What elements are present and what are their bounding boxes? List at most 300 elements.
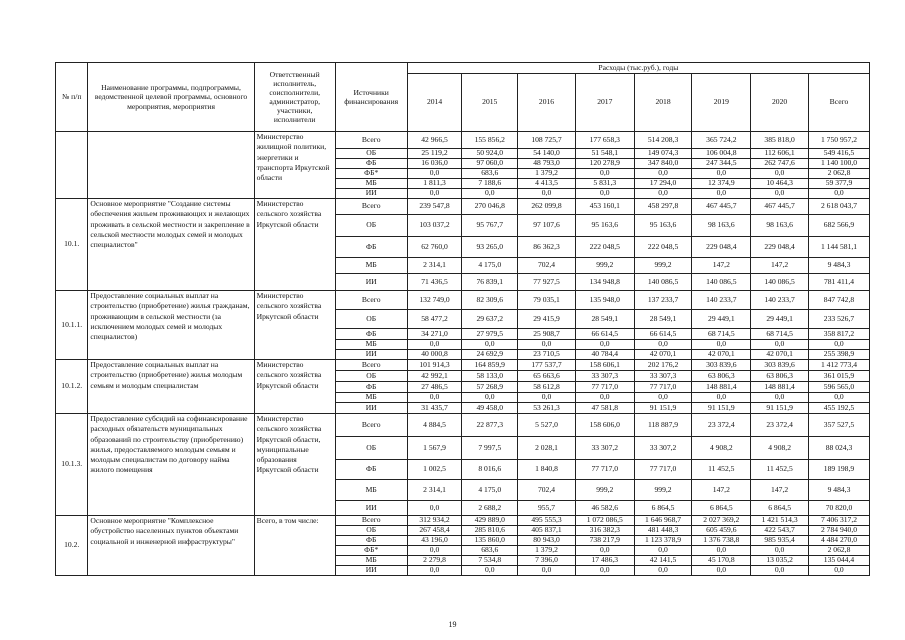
amount-cell: 0,0 [634,546,692,556]
amount-cell: 702,4 [518,258,576,274]
funding-source: ИИ [335,189,407,199]
funding-source: ФБ [335,237,407,258]
page-number: 19 [448,620,457,629]
amount-cell: 22 877,3 [462,414,518,437]
amount-cell: 77 717,0 [575,460,634,480]
executor: Министерство сельского хозяйства Иркутской области, муниципальные образования Иркутской области [254,414,335,516]
funding-source: ФБ [335,329,407,340]
funding-source: Всего [335,516,407,526]
measure-name: Предоставление субсидий на софинансирование расходных обязательств муниципальных образований по строительству (приобретению) жилья, предоставляемого молодым семьям и молодым специалистам по договору найма жилого помещения [88,414,254,516]
amount-cell: 42 992,1 [407,371,462,382]
funding-source: ФБ [335,159,407,169]
amount-cell: 1 840,8 [518,460,576,480]
amount-cell: 0,0 [751,546,809,556]
amount-cell: 95 163,6 [575,215,634,237]
amount-cell: 135 860,0 [462,536,518,546]
amount-cell: 140 086,5 [692,274,751,291]
header-year: 2019 [692,74,751,132]
amount-cell: 40 784,4 [575,350,634,360]
amount-cell: 53 261,3 [518,403,576,414]
funding-source: ФБ* [335,169,407,179]
row-number: 10.1.3. [56,414,88,516]
amount-cell: 4 884,5 [407,414,462,437]
total-cell: 549 416,5 [808,149,869,159]
budget-table [55,62,870,576]
amount-cell: 66 614,5 [634,329,692,340]
amount-cell: 0,0 [407,169,462,179]
total-cell: 1 140 100,0 [808,159,869,169]
amount-cell: 247 344,5 [692,159,751,169]
amount-cell: 4 175,0 [462,480,518,501]
amount-cell: 62 760,0 [407,237,462,258]
amount-cell: 6 864,5 [634,501,692,516]
total-cell: 59 377,9 [808,179,869,189]
amount-cell: 0,0 [634,566,692,576]
header-name: Наименование программы, подпрограммы, ведомственной целевой программы, основного мероприятия, мероприятия [88,63,254,132]
amount-cell: 347 840,0 [634,159,692,169]
header-year: 2016 [518,74,576,132]
funding-source: ОБ [335,371,407,382]
amount-cell: 63 806,3 [692,371,751,382]
amount-cell: 0,0 [634,393,692,403]
total-cell: 0,0 [808,189,869,199]
amount-cell: 5 831,3 [575,179,634,189]
amount-cell: 177 537,7 [518,360,576,371]
funding-source: МБ [335,393,407,403]
amount-cell: 202 176,2 [634,360,692,371]
amount-cell: 1 811,3 [407,179,462,189]
header-executor: Ответственный исполнитель, соисполнители, администратор, участники, исполнители [254,63,335,132]
amount-cell: 262 747,6 [751,159,809,169]
funding-source: ФБ [335,536,407,546]
amount-cell: 0,0 [575,340,634,350]
amount-cell: 303 839,6 [751,360,809,371]
amount-cell: 147,2 [692,480,751,501]
amount-cell: 262 099,8 [518,199,576,215]
amount-cell: 0,0 [518,566,576,576]
amount-cell: 2 314,1 [407,480,462,501]
row-number [56,132,88,199]
amount-cell: 164 859,9 [462,360,518,371]
amount-cell: 2 028,1 [518,437,576,460]
amount-cell: 42 070,1 [634,350,692,360]
measure-name: Основное мероприятие "Комплексное обустройство населенных пунктов объектами социальной и инженерной инфраструктуры" [88,516,254,576]
amount-cell: 31 435,7 [407,403,462,414]
amount-cell: 63 806,3 [751,371,809,382]
amount-cell: 68 714,5 [751,329,809,340]
amount-cell: 134 948,8 [575,274,634,291]
amount-cell: 4 908,2 [751,437,809,460]
amount-cell: 0,0 [462,566,518,576]
funding-source: ИИ [335,350,407,360]
amount-cell: 0,0 [518,393,576,403]
amount-cell: 27 979,5 [462,329,518,340]
amount-cell: 57 268,9 [462,382,518,393]
total-cell: 135 044,4 [808,556,869,566]
total-cell: 2 062,8 [808,546,869,556]
amount-cell: 97 107,6 [518,215,576,237]
row-number: 10.1.2. [56,360,88,414]
table-row [56,414,870,437]
total-cell: 682 566,9 [808,215,869,237]
amount-cell: 1 123 378,9 [634,536,692,546]
amount-cell: 229 048,4 [692,237,751,258]
amount-cell: 0,0 [751,566,809,576]
amount-cell: 148 881,4 [692,382,751,393]
amount-cell: 11 452,5 [751,460,809,480]
amount-cell: 42 966,5 [407,132,462,149]
amount-cell: 2 279,8 [407,556,462,566]
amount-cell: 23 710,5 [518,350,576,360]
amount-cell: 422 543,7 [751,526,809,536]
funding-source: ФБ* [335,546,407,556]
amount-cell: 77 717,0 [634,460,692,480]
amount-cell: 8 016,6 [462,460,518,480]
amount-cell: 0,0 [751,169,809,179]
amount-cell: 0,0 [692,393,751,403]
amount-cell: 2 027 369,2 [692,516,751,526]
funding-source: Всего [335,132,407,149]
amount-cell: 66 614,5 [575,329,634,340]
amount-cell: 1 567,9 [407,437,462,460]
amount-cell: 12 374,9 [692,179,751,189]
funding-source: ОБ [335,215,407,237]
amount-cell: 120 278,9 [575,159,634,169]
total-cell: 847 742,8 [808,291,869,310]
amount-cell: 177 658,3 [575,132,634,149]
amount-cell: 467 445,7 [692,199,751,215]
amount-cell: 2 688,2 [462,501,518,516]
amount-cell: 453 160,1 [575,199,634,215]
amount-cell: 17 294,0 [634,179,692,189]
amount-cell: 42 070,1 [751,350,809,360]
amount-cell: 27 486,5 [407,382,462,393]
amount-cell: 34 271,0 [407,329,462,340]
amount-cell: 97 060,0 [462,159,518,169]
amount-cell: 25 908,7 [518,329,576,340]
amount-cell: 1 379,2 [518,546,576,556]
amount-cell: 91 151,9 [634,403,692,414]
amount-cell: 106 004,8 [692,149,751,159]
funding-source: МБ [335,179,407,189]
amount-cell: 58 133,0 [462,371,518,382]
amount-cell: 0,0 [634,189,692,199]
amount-cell: 118 887,9 [634,414,692,437]
total-cell: 0,0 [808,566,869,576]
amount-cell: 999,2 [575,480,634,501]
amount-cell: 4 908,2 [692,437,751,460]
amount-cell: 98 163,6 [692,215,751,237]
amount-cell: 999,2 [634,480,692,501]
funding-source: Всего [335,291,407,310]
executor: Министерство жилищной политики, энергетики и транспорта Иркутской области [254,132,335,199]
amount-cell: 140 086,5 [751,274,809,291]
amount-cell: 0,0 [692,169,751,179]
measure-name: Предоставление социальных выплат на строительство (приобретение) жилья молодым семьям и молодым специалистам [88,360,254,414]
amount-cell: 683,6 [462,169,518,179]
funding-source: ОБ [335,310,407,329]
amount-cell: 999,2 [575,258,634,274]
amount-cell: 0,0 [575,169,634,179]
amount-cell: 158 606,1 [575,360,634,371]
amount-cell: 42 141,5 [634,556,692,566]
funding-source: Всего [335,414,407,437]
amount-cell: 0,0 [692,566,751,576]
amount-cell: 108 725,7 [518,132,576,149]
amount-cell: 135 948,0 [575,291,634,310]
amount-cell: 222 048,5 [634,237,692,258]
amount-cell: 47 581,8 [575,403,634,414]
total-cell: 255 398,9 [808,350,869,360]
table-row [56,516,870,526]
total-cell: 1 750 957,2 [808,132,869,149]
total-cell: 0,0 [808,393,869,403]
total-cell: 2 062,8 [808,169,869,179]
amount-cell: 16 036,0 [407,159,462,169]
header-year: 2017 [575,74,634,132]
total-cell: 9 484,3 [808,480,869,501]
amount-cell: 429 889,0 [462,516,518,526]
amount-cell: 270 046,8 [462,199,518,215]
funding-source: ОБ [335,149,407,159]
amount-cell: 5 527,0 [518,414,576,437]
amount-cell: 68 714,5 [692,329,751,340]
amount-cell: 33 307,2 [575,437,634,460]
amount-cell: 0,0 [575,189,634,199]
table-row [56,291,870,310]
amount-cell: 29 449,1 [692,310,751,329]
funding-source: МБ [335,556,407,566]
amount-cell: 0,0 [407,501,462,516]
funding-source: ИИ [335,403,407,414]
amount-cell: 4 413,5 [518,179,576,189]
amount-cell: 103 037,2 [407,215,462,237]
total-cell: 1 144 581,1 [808,237,869,258]
funding-source: МБ [335,340,407,350]
amount-cell: 0,0 [462,393,518,403]
amount-cell: 312 934,2 [407,516,462,526]
total-cell: 189 198,9 [808,460,869,480]
amount-cell: 147,2 [751,480,809,501]
table-row [56,199,870,215]
amount-cell: 158 606,0 [575,414,634,437]
amount-cell: 0,0 [407,546,462,556]
total-cell: 233 526,7 [808,310,869,329]
amount-cell: 0,0 [575,546,634,556]
amount-cell: 101 914,3 [407,360,462,371]
funding-source: МБ [335,258,407,274]
amount-cell: 7 534,8 [462,556,518,566]
amount-cell: 82 309,6 [462,291,518,310]
amount-cell: 77 717,0 [634,382,692,393]
amount-cell: 0,0 [518,340,576,350]
total-cell: 70 820,0 [808,501,869,516]
amount-cell: 1 646 968,7 [634,516,692,526]
amount-cell: 58 612,8 [518,382,576,393]
amount-cell: 467 445,7 [751,199,809,215]
amount-cell: 2 314,1 [407,258,462,274]
amount-cell: 33 307,3 [575,371,634,382]
funding-source: ИИ [335,274,407,291]
amount-cell: 1 421 514,3 [751,516,809,526]
total-cell: 596 565,0 [808,382,869,393]
amount-cell: 458 297,8 [634,199,692,215]
amount-cell: 149 074,3 [634,149,692,159]
amount-cell: 91 151,9 [751,403,809,414]
amount-cell: 702,4 [518,480,576,501]
amount-cell: 0,0 [407,340,462,350]
table-body [56,132,870,576]
funding-source: Всего [335,360,407,371]
amount-cell: 91 151,9 [692,403,751,414]
amount-cell: 6 864,5 [751,501,809,516]
amount-cell: 239 547,8 [407,199,462,215]
header-total: Всего [808,74,869,132]
amount-cell: 0,0 [634,340,692,350]
amount-cell: 0,0 [462,189,518,199]
amount-cell: 24 692,9 [462,350,518,360]
funding-source: ИИ [335,566,407,576]
amount-cell: 7 396,0 [518,556,576,566]
amount-cell: 481 448,3 [634,526,692,536]
amount-cell: 999,2 [634,258,692,274]
header-year: 2020 [751,74,809,132]
executor: Министерство сельского хозяйства Иркутской области [254,360,335,414]
amount-cell: 77 717,0 [575,382,634,393]
amount-cell: 10 464,3 [751,179,809,189]
table-row [56,132,870,149]
amount-cell: 0,0 [407,566,462,576]
amount-cell: 71 436,5 [407,274,462,291]
amount-cell: 495 555,3 [518,516,576,526]
amount-cell: 738 217,9 [575,536,634,546]
amount-cell: 49 458,0 [462,403,518,414]
amount-cell: 514 208,3 [634,132,692,149]
funding-source: МБ [335,480,407,501]
total-cell: 4 484 270,0 [808,536,869,546]
measure-name: Предоставление социальных выплат на строительство (приобретение) жилья гражданам, проживающим в сельской местности (за исключением молодых семей и молодых специалистов) [88,291,254,360]
amount-cell: 42 070,1 [692,350,751,360]
amount-cell: 98 163,6 [751,215,809,237]
amount-cell: 0,0 [462,340,518,350]
amount-cell: 955,7 [518,501,576,516]
amount-cell: 29 637,2 [462,310,518,329]
amount-cell: 28 549,1 [634,310,692,329]
row-number: 10.2. [56,516,88,576]
header-source: Источники финансирования [335,63,407,132]
executor: Министерство сельского хозяйства Иркутской области [254,291,335,360]
total-cell: 781 411,4 [808,274,869,291]
amount-cell: 0,0 [518,189,576,199]
funding-source: Всего [335,199,407,215]
amount-cell: 1 072 086,5 [575,516,634,526]
amount-cell: 0,0 [575,393,634,403]
amount-cell: 147,2 [751,258,809,274]
amount-cell: 86 362,3 [518,237,576,258]
total-cell: 88 024,3 [808,437,869,460]
measure-name: Основное мероприятие "Создание системы обеспечения жильем проживающих и желающих проживать в сельской местности и закрепление в сельской местности молодых семей и молодых специалистов" [88,199,254,291]
executor: Всего, в том числе: [254,516,335,576]
funding-source: ФБ [335,460,407,480]
amount-cell: 48 793,0 [518,159,576,169]
document-page [55,62,870,576]
amount-cell: 80 943,0 [518,536,576,546]
header-year: 2015 [462,74,518,132]
amount-cell: 11 452,5 [692,460,751,480]
amount-cell: 303 839,6 [692,360,751,371]
amount-cell: 365 724,2 [692,132,751,149]
row-number: 10.1.1. [56,291,88,360]
total-cell: 2 784 940,0 [808,526,869,536]
amount-cell: 6 864,5 [692,501,751,516]
amount-cell: 1 379,2 [518,169,576,179]
amount-cell: 316 382,3 [575,526,634,536]
amount-cell: 23 372,4 [751,414,809,437]
amount-cell: 95 163,6 [634,215,692,237]
amount-cell: 51 548,1 [575,149,634,159]
amount-cell: 0,0 [751,189,809,199]
amount-cell: 0,0 [407,393,462,403]
amount-cell: 29 415,9 [518,310,576,329]
amount-cell: 985 935,4 [751,536,809,546]
amount-cell: 0,0 [692,340,751,350]
total-cell: 357 527,5 [808,414,869,437]
amount-cell: 46 582,6 [575,501,634,516]
amount-cell: 95 767,7 [462,215,518,237]
amount-cell: 222 048,5 [575,237,634,258]
amount-cell: 140 233,7 [692,291,751,310]
amount-cell: 137 233,7 [634,291,692,310]
amount-cell: 140 233,7 [751,291,809,310]
amount-cell: 7 997,5 [462,437,518,460]
amount-cell: 229 048,4 [751,237,809,258]
amount-cell: 65 663,6 [518,371,576,382]
amount-cell: 0,0 [634,169,692,179]
amount-cell: 7 188,6 [462,179,518,189]
amount-cell: 77 927,5 [518,274,576,291]
amount-cell: 385 818,0 [751,132,809,149]
measure-name [88,132,254,199]
amount-cell: 28 549,1 [575,310,634,329]
total-cell: 455 192,5 [808,403,869,414]
amount-cell: 0,0 [692,546,751,556]
amount-cell: 13 035,2 [751,556,809,566]
executor: Министерство сельского хозяйства Иркутской области [254,199,335,291]
amount-cell: 50 924,0 [462,149,518,159]
header-expenses: Расходы (тыс.руб.), годы [407,63,869,74]
amount-cell: 112 606,1 [751,149,809,159]
total-cell: 361 015,9 [808,371,869,382]
amount-cell: 285 810,6 [462,526,518,536]
funding-source: ИИ [335,501,407,516]
amount-cell: 140 086,5 [634,274,692,291]
amount-cell: 54 140,0 [518,149,576,159]
total-cell: 7 406 317,2 [808,516,869,526]
amount-cell: 1 002,5 [407,460,462,480]
amount-cell: 0,0 [692,189,751,199]
header-num: № п/п [56,63,88,132]
amount-cell: 33 307,2 [634,437,692,460]
amount-cell: 93 265,0 [462,237,518,258]
table-row [56,360,870,371]
funding-source: ФБ [335,382,407,393]
amount-cell: 132 749,0 [407,291,462,310]
amount-cell: 23 372,4 [692,414,751,437]
amount-cell: 43 196,0 [407,536,462,546]
funding-source: ОБ [335,437,407,460]
total-cell: 1 412 773,4 [808,360,869,371]
amount-cell: 76 839,1 [462,274,518,291]
